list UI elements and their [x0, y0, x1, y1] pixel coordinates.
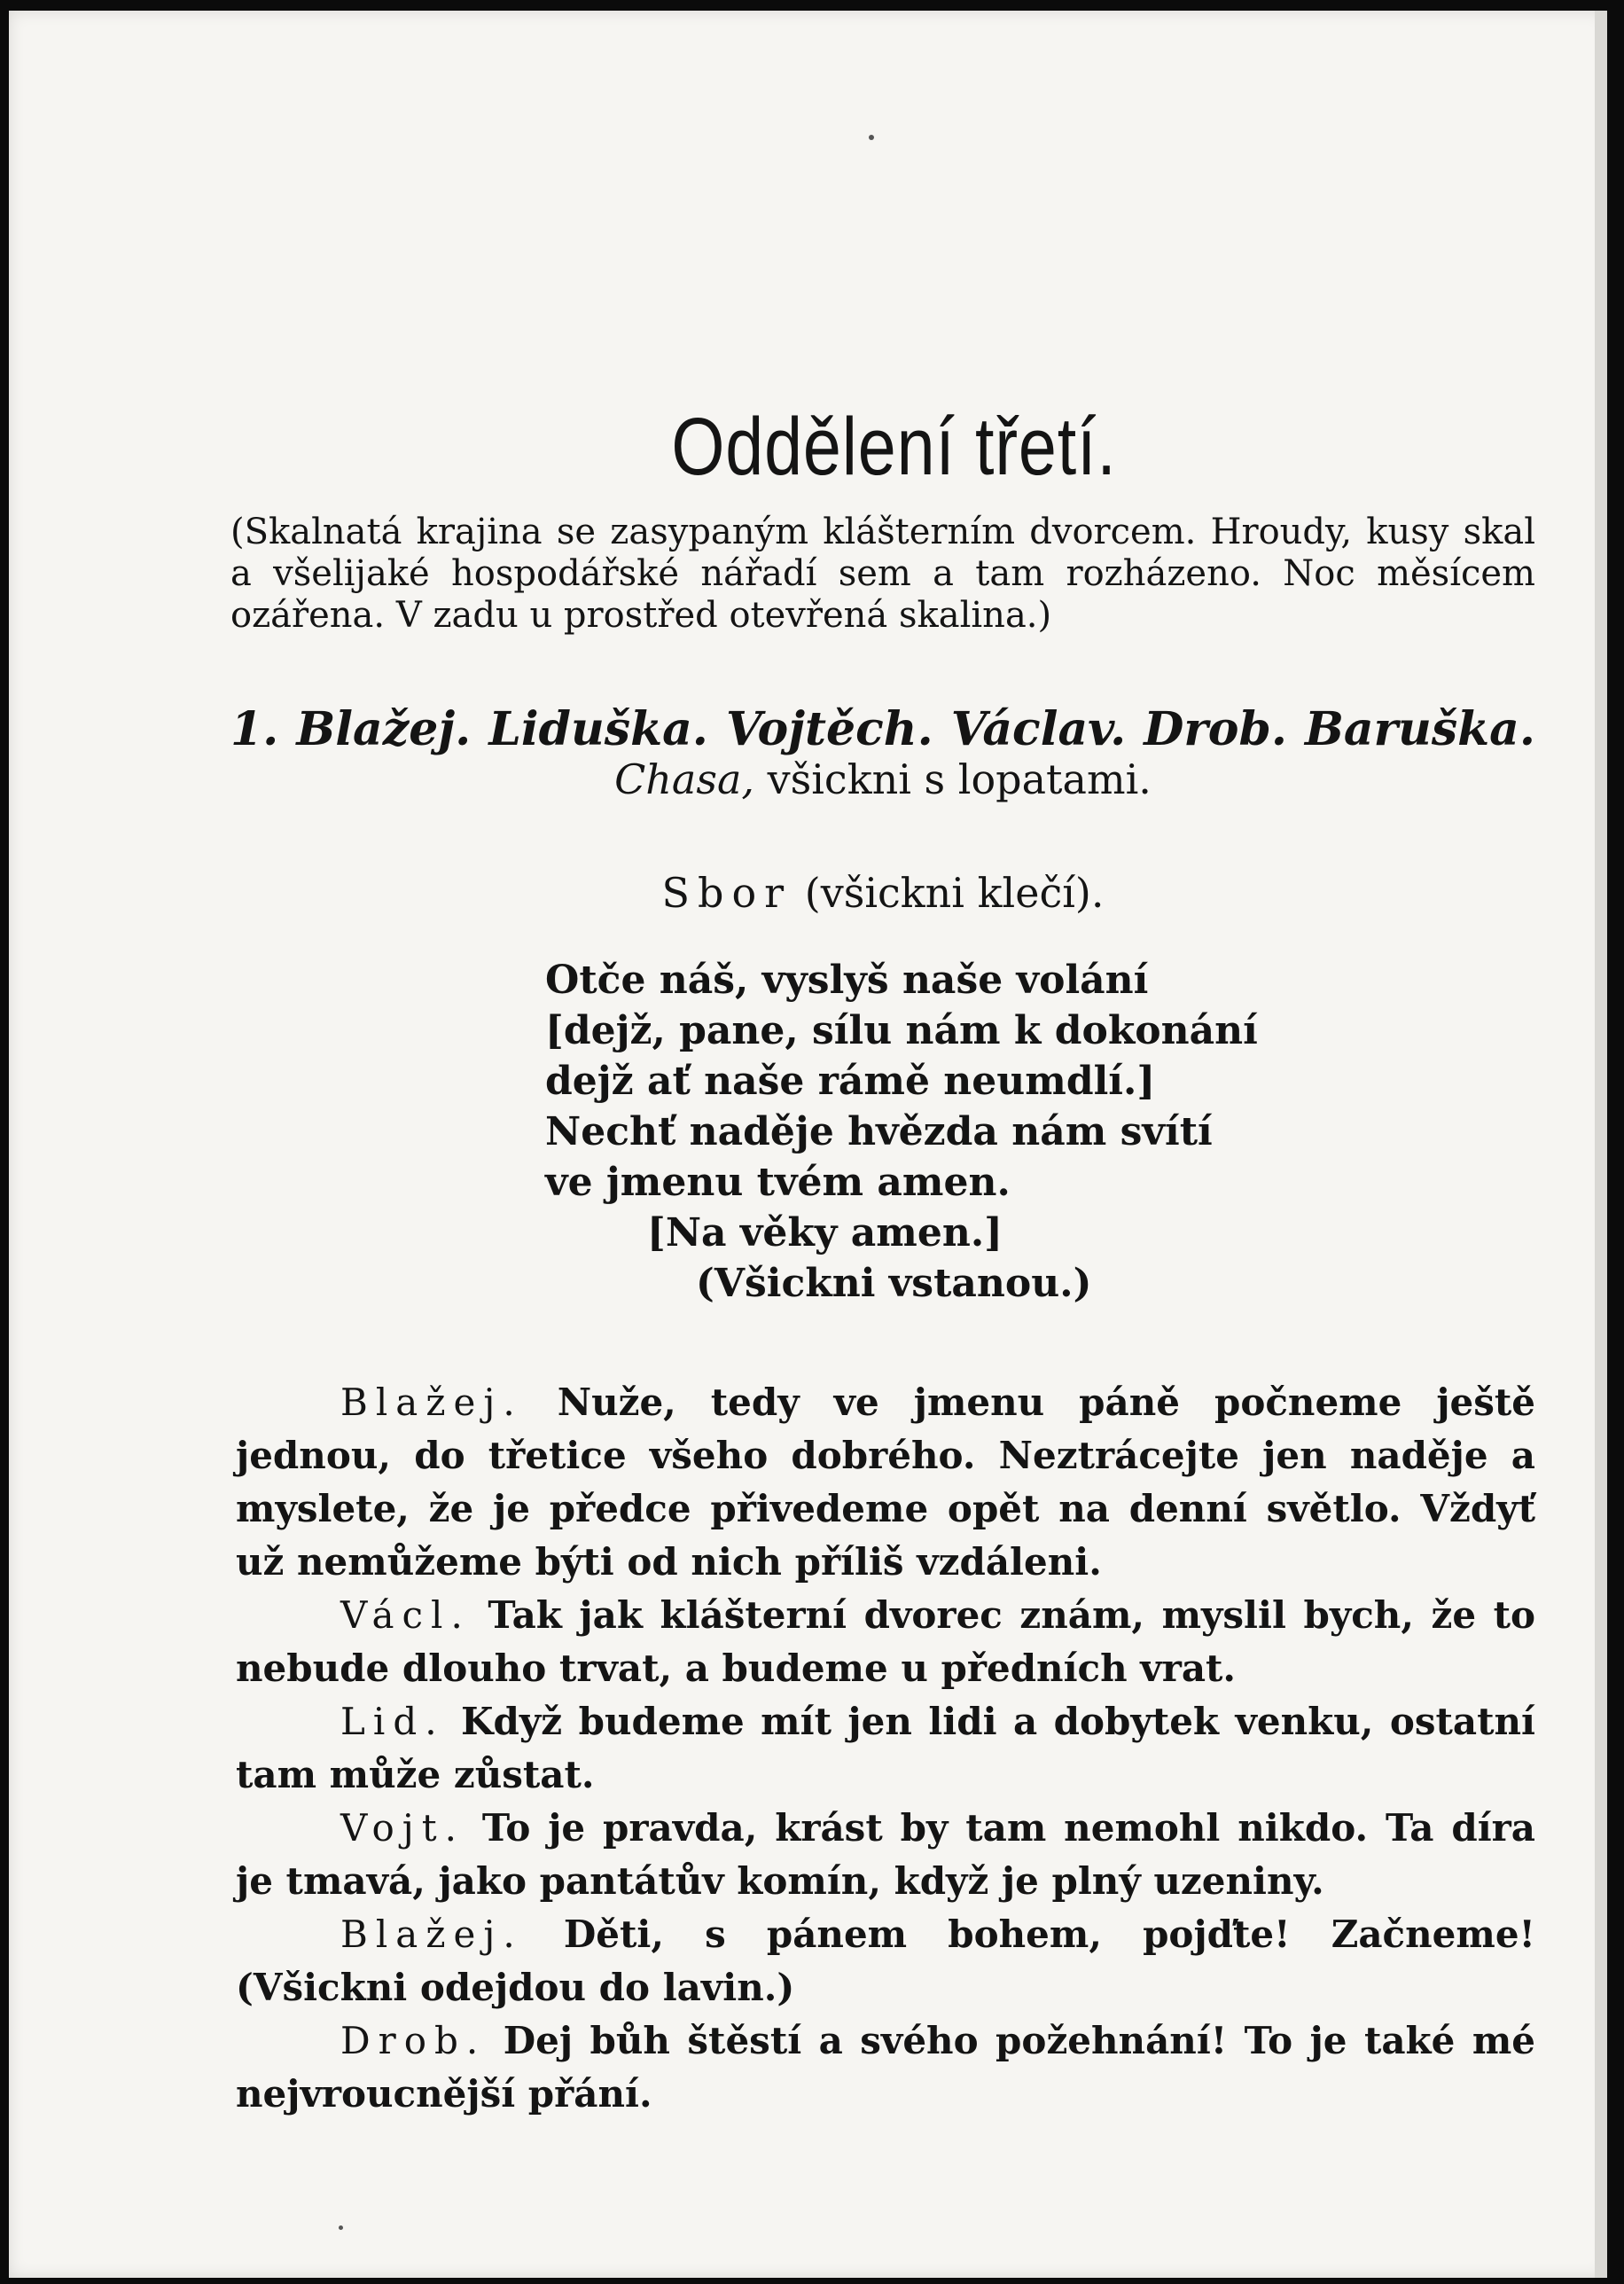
character-name: Vojtěch.: [725, 702, 933, 756]
verse-line: Nechť naděje hvězda nám svítí: [545, 1109, 1213, 1154]
speech: Nuže, tedy ve jmenu páně počneme ještě jednou, do třetice všeho dobrého. Neztrácejte jen naděje a myslete, že je předce přivedeme opět na denní světlo. Vždyť už nemůžeme býti od nich příliš vzdáleni.: [236, 1381, 1536, 1584]
scene-cast-line-2: [230, 755, 1535, 803]
verse-line: dejž ať naše rámě neumdlí.]: [545, 1059, 1156, 1104]
stage-direction: (Skalnatá krajina se zasypaným klášterním dvorcem. Hroudy, kusy skal a všelijaké hospodářské nářadí sem a tam rozházeno. Noc měsícem ozářena. V zadu u prostřed otevřená skalina.): [230, 512, 1535, 636]
verse-line: [dejž, pane, sílu nám k dokonání: [545, 1008, 1258, 1053]
verse-stage-direction: (Všickni vstanou.): [696, 1261, 1092, 1306]
scene-number: 1.: [230, 702, 279, 756]
speaker: Václ.: [340, 1593, 471, 1637]
character-name: Drob.: [1144, 702, 1287, 756]
speech: Děti, s pánem bohem, pojďte! Začneme! (Všickni odejdou do lavin.): [236, 1912, 1535, 2009]
dialogue-line: [236, 1908, 1535, 2014]
scene-cast-line: [230, 702, 1535, 756]
speaker: Vojt.: [340, 1806, 465, 1850]
dialogue-line: [236, 1695, 1535, 1802]
print-speck: [339, 2225, 343, 2230]
speech: Tak jak klášterní dvorec znám, myslil bych, že to nebude dlouho trvat, a budeme u předních vrat.: [236, 1593, 1535, 1690]
speaker: Blažej.: [340, 1381, 523, 1424]
page-edge: [1595, 11, 1607, 2278]
chasa-label: Chasa,: [614, 755, 754, 803]
chorus-label: Sbor: [661, 869, 792, 917]
verse-line: [Na věky amen.]: [647, 1210, 1003, 1255]
dialogue-line: [236, 2014, 1535, 2121]
dialogue-line: [236, 1802, 1535, 1908]
dialogue: [236, 1376, 1535, 2121]
dialogue-line: [236, 1376, 1535, 1589]
speech: To je pravda, krást by tam nemohl nikdo. Ta díra je tmavá, jako pantátův komín, když je plný uzeniny.: [236, 1806, 1535, 1903]
character-name: Liduška.: [488, 702, 708, 756]
character-name: Baruška.: [1304, 702, 1535, 756]
chorus-heading: [230, 869, 1535, 917]
verse-line: Otče náš, vyslyš naše volání: [545, 958, 1149, 1003]
chasa-note: všickni s lopatami.: [767, 755, 1152, 803]
speech: Když budeme mít jen lidi a dobytek venku, ostatní tam může zůstat.: [236, 1700, 1535, 1796]
verse-line: ve jmenu tvém amen.: [545, 1160, 1011, 1205]
print-speck: [869, 135, 874, 140]
book-page: [9, 11, 1607, 2278]
chorus-direction: (všickni klečí).: [804, 869, 1105, 917]
page-title: Oddělení třetí.: [671, 402, 1117, 492]
speaker: Lid.: [340, 1700, 445, 1743]
character-name: Václav.: [950, 702, 1127, 756]
speech: Dej bůh štěstí a svého požehnání! To je také mé nejvroucnější přání.: [236, 2019, 1535, 2116]
chorus-verse: [545, 955, 1258, 1309]
character-name: Blažej.: [296, 702, 472, 756]
dialogue-line: [236, 1589, 1535, 1695]
speaker: Blažej.: [340, 1912, 523, 1956]
speaker: Drob.: [340, 2019, 487, 2062]
